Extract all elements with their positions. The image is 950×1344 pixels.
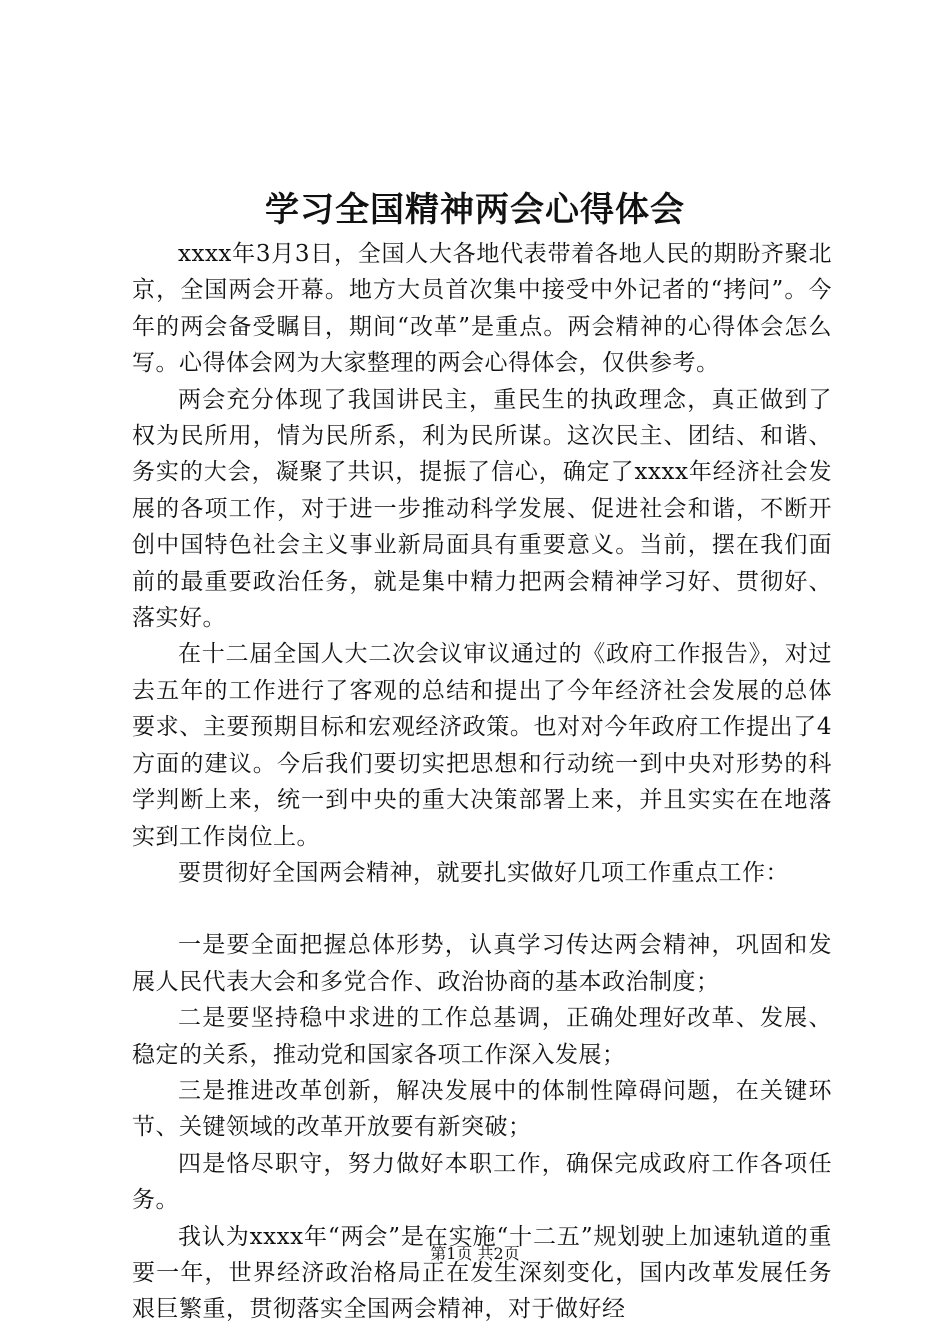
paragraph-point-two: 二是要坚持稳中求进的工作总基调，正确处理好改革、发展、稳定的关系，推动党和国家各项工作深入发展；: [132, 1005, 832, 1068]
paragraph-spacer: [132, 891, 832, 927]
paragraph-government-report: 在十二届全国人大二次会议审议通过的《政府工作报告》，对过去五年的工作进行了客观的总结和提出了今年经济社会发展的总体要求、主要预期目标和宏观经济政策。也对对今年政府工作提出了4方面的建议。今后我们要切实把思想和行动统一到中央对形势的科学判断上来，统一到中央的重大决策部署上来，并且实实在在地落实到工作岗位上。: [132, 641, 832, 850]
paragraph-point-three: 三是推进改革创新，解决发展中的体制性障碍问题，在关键环节、关键领域的改革开放要有新突破；: [132, 1077, 832, 1141]
paragraph-point-four: 四是恪尽职守，努力做好本职工作，确保完成政府工作各项任务。: [132, 1150, 832, 1214]
document-title: 学习全国精神两会心得体会: [265, 190, 685, 230]
document-body: [132, 236, 832, 1328]
page-footer: 第1页 共2页: [430, 1244, 520, 1263]
paragraph-key-work: 要贯彻好全国两会精神，就要扎实做好几项工作重点工作：: [178, 859, 789, 886]
paragraph-intro: xxxx年3月3日，全国人大各地代表带着各地人民的期盼齐聚北京，全国两会开幕。地方大员首次集中接受中外记者的“拷问”。今年的两会备受瞩目，期间“改革”是重点。两会精神的心得体会怎么写。心得体会网为大家整理的两会心得体会，仅供参考。: [132, 241, 832, 377]
paragraph-democracy: 两会充分体现了我国讲民主，重民生的执政理念，真正做到了权为民所用，情为民所系，利为民所谋。这次民主、团结、和谐、务实的大会，凝聚了共识，提振了信心，确定了xxxx年经济社会发展的各项工作，对于进一步推动科学发展、促进社会和谐，不断开创中国特色社会主义事业新局面具有重要意义。当前，摆在我们面前的最重要政治任务，就是集中精力把两会精神学习好、贯彻好、落实好。: [132, 386, 832, 632]
paragraph-point-one: 一是要全面把握总体形势，认真学习传达两会精神，巩固和发展人民代表大会和多党合作、政治协商的基本政治制度；: [132, 932, 832, 995]
paragraph-conclusion: 我认为xxxx年“两会”是在实施“十二五”规划驶上加速轨道的重要一年，世界经济政治格局正在发生深刻变化，国内改革发展任务艰巨繁重，贯彻落实全国两会精神，对于做好经: [132, 1223, 832, 1323]
